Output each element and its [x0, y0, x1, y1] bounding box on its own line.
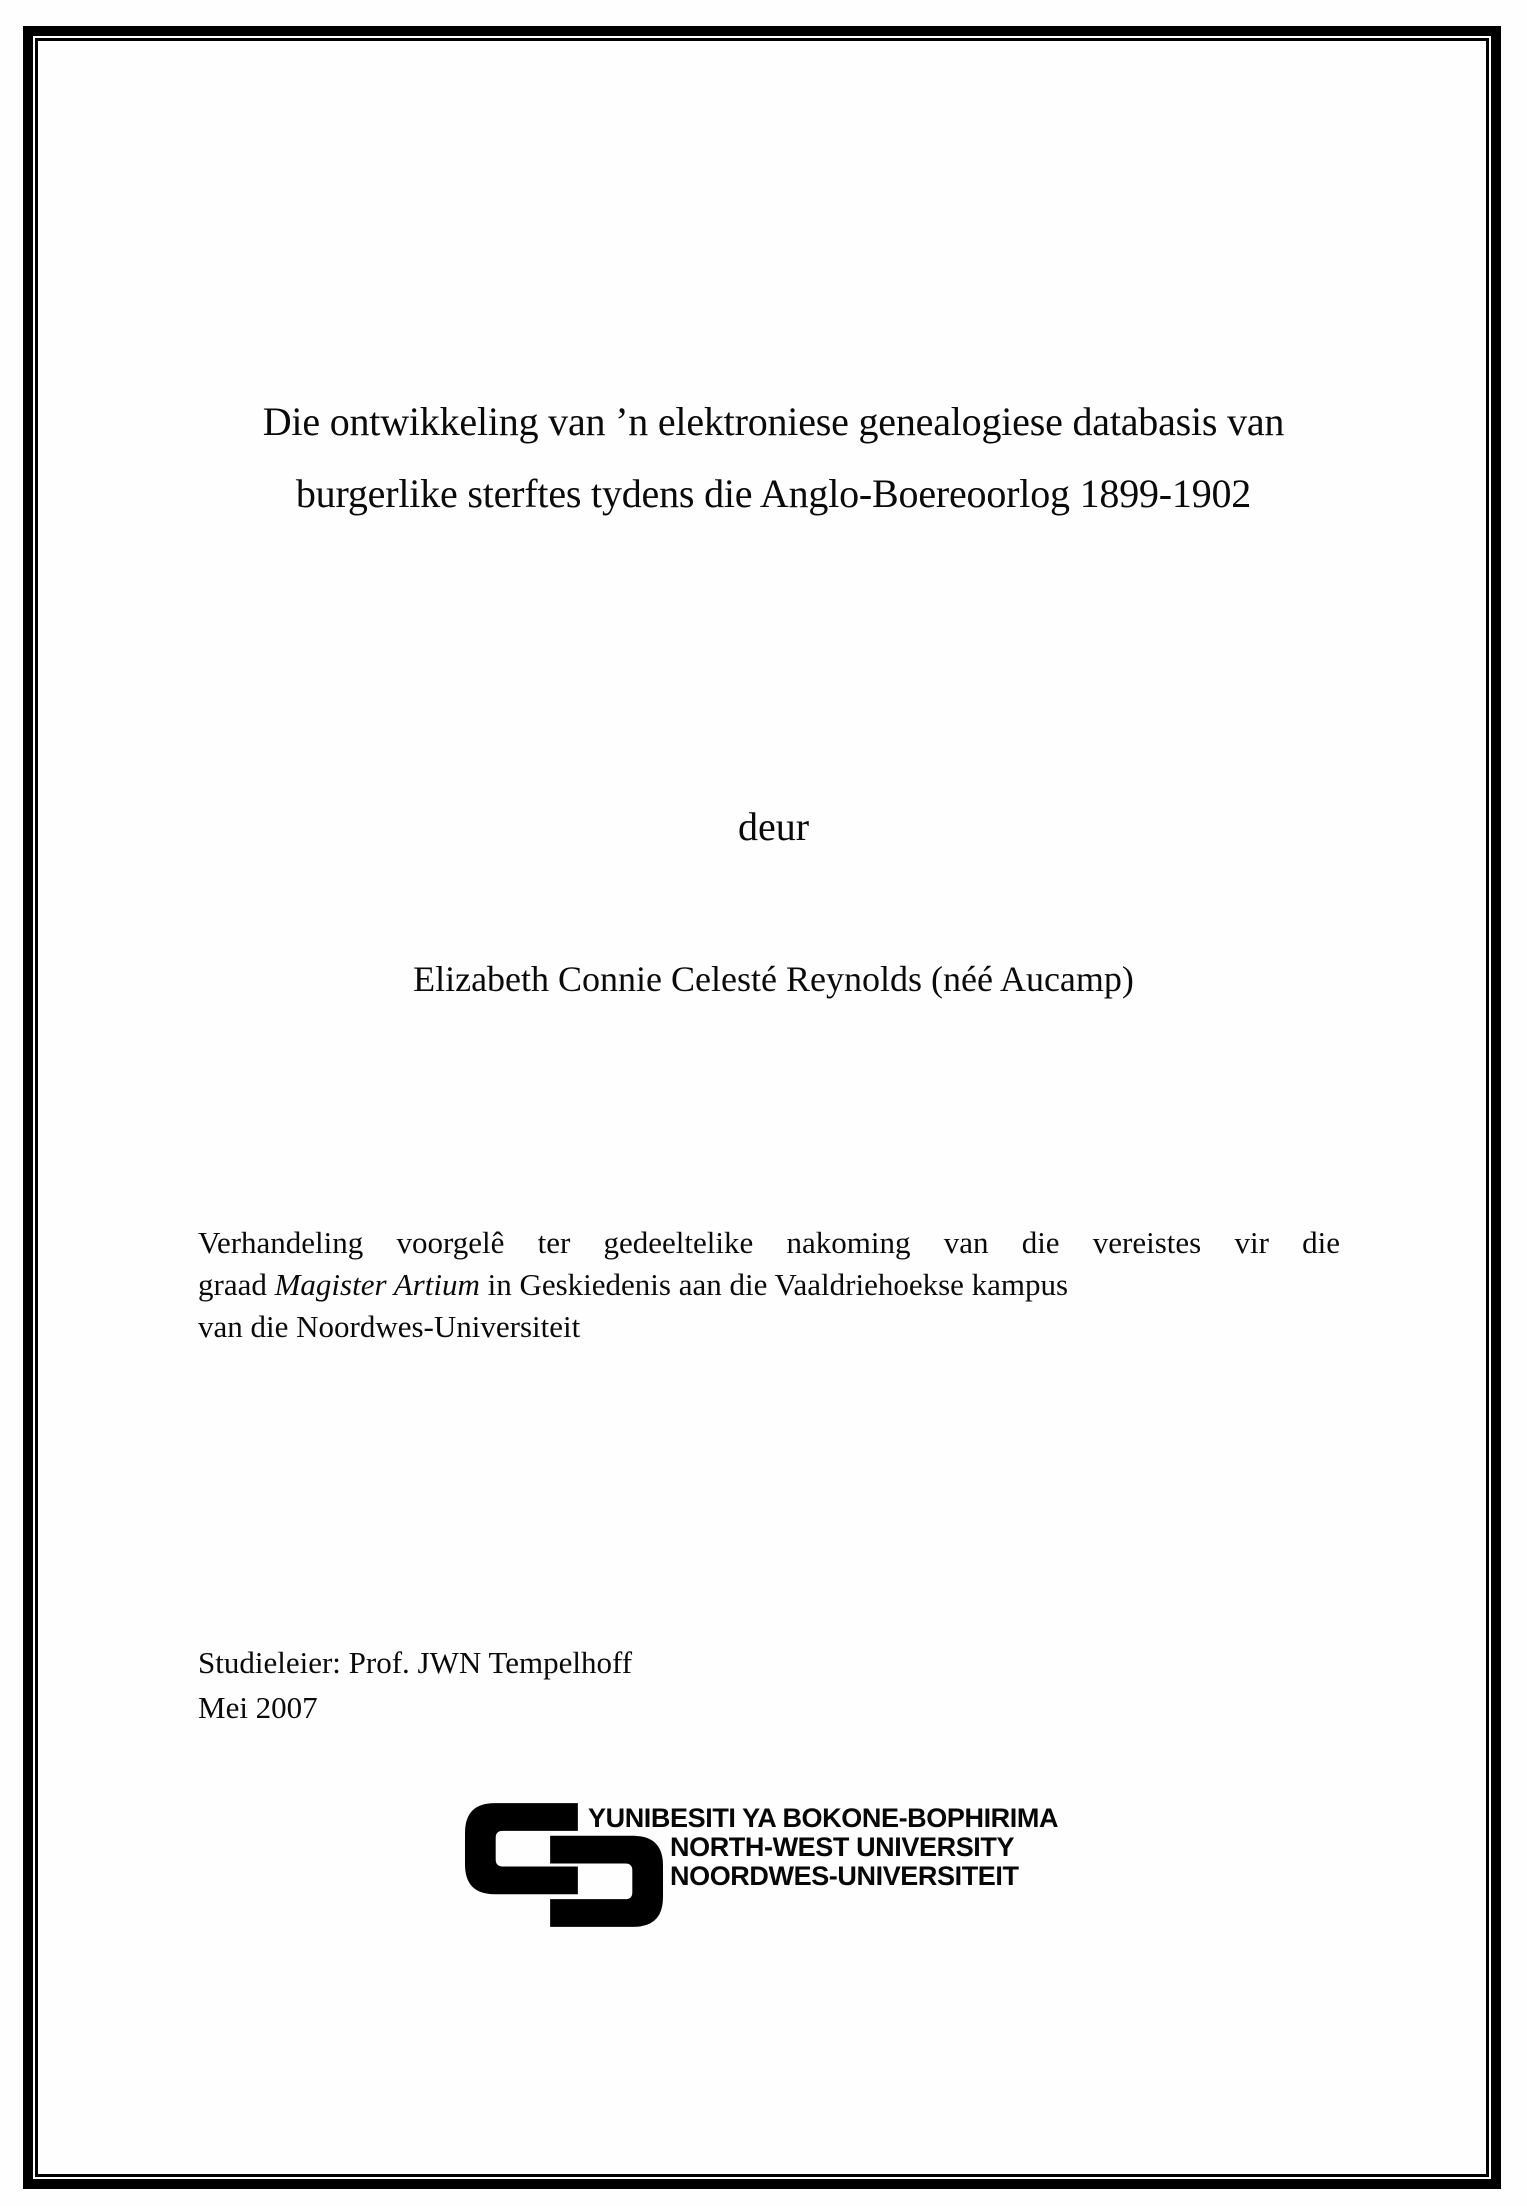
thesis-title-line1: Die ontwikkeling van ’n elektroniese genealogiese databasis van: [262, 399, 1285, 444]
byline-deur: deur: [737, 804, 810, 849]
submission-line3: van die Noordwes-Universiteit: [198, 1309, 581, 1344]
university-logo-text: [588, 1804, 1058, 1891]
supervisor-line: Studieleier: Prof. JWN Tempelhoff: [198, 1645, 633, 1680]
submission-line1: Verhandeling voorgelê ter gedeeltelike nakoming van die vereistes vir die: [198, 1225, 1340, 1260]
logo-line-afrikaans: NOORDWES-UNIVERSITEIT: [670, 1861, 1019, 1891]
date-line: Mei 2007: [198, 1690, 318, 1725]
submission-statement: [198, 1222, 1340, 1348]
submission-line2-prefix: graad: [198, 1267, 275, 1302]
thesis-title-line2: burgerlike sterftes tydens die Anglo-Boereoorlog 1899-1902: [295, 471, 1252, 516]
logo-line-english: NORTH-WEST UNIVERSITY: [670, 1832, 1015, 1862]
thesis-title: [110, 386, 1437, 530]
submission-line2-suffix: in Geskiedenis aan die Vaaldriehoekse kampus: [479, 1267, 1069, 1302]
author-name: Elizabeth Connie Celesté Reynolds (néé Aucamp): [413, 959, 1134, 999]
logo-line-setswana: YUNIBESITI YA BOKONE-BOPHIRIMA: [588, 1803, 1059, 1833]
submission-line2: [198, 1264, 1340, 1306]
university-logo: [465, 1803, 1165, 1943]
supervisor-block: [198, 1640, 632, 1730]
degree-name: Magister Artium: [274, 1267, 480, 1302]
